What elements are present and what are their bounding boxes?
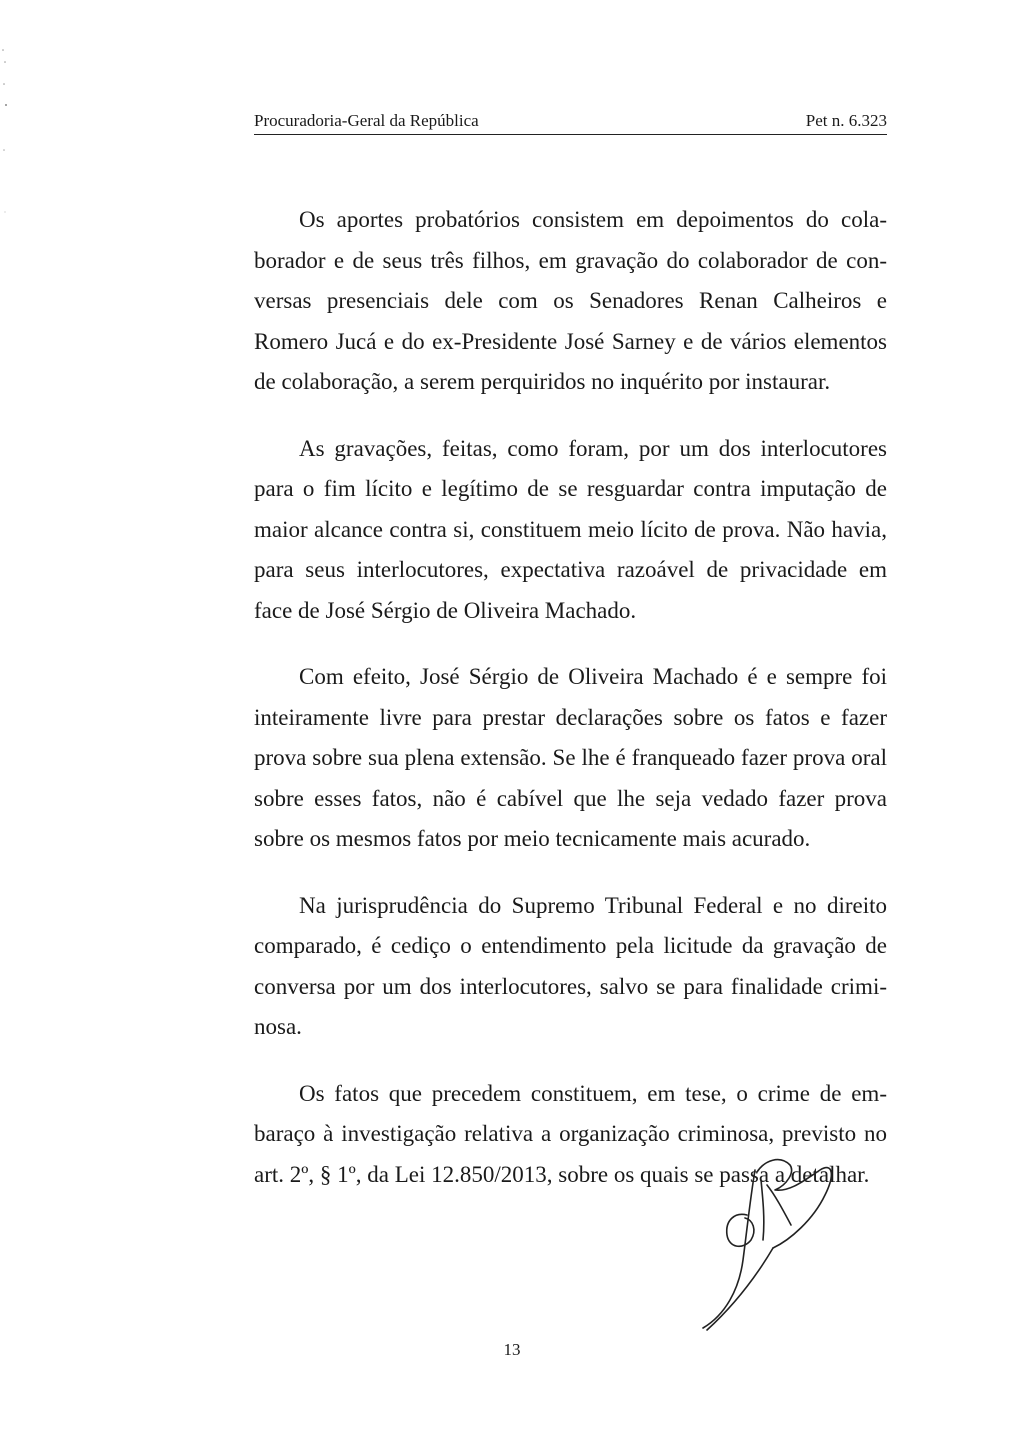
header-case-number: Pet n. 6.323 xyxy=(805,111,887,130)
paragraph-1: Os aportes probatórios consistem em depoimentos do colaborador e de seus três filhos, em gravação do colaborador de conversas presenciais dele com os Senadores Renan Calheiros e Romero Jucá e do ex-Presidente José Sarney e de vários elementos de colaboração, a serem perquiridos no inquérito por instaurar. xyxy=(254,207,887,394)
page-header xyxy=(254,108,887,135)
paragraph-4: Na jurisprudência do Supremo Tribunal Federal e no direito comparado, é cediço o entendimento pela licitude da gravação de conversa por um dos interlocutores, salvo se para finalidade criminosa. xyxy=(254,892,887,1039)
paragraph-2: As gravações, feitas, como foram, por um dos interlocutores para o fim lícito e legítimo de se resguardar contra imputação de maior alcance contra si, constituem meio lícito de prova. Não havia, para seus interlocutores, expectativa razoável de privacidade em face de José Sérgio de Oliveira Machado. xyxy=(254,435,887,623)
paragraph-3: Com efeito, José Sérgio de Oliveira Machado é e sempre foi inteiramente livre para prestar declarações sobre os fatos e fazer prova sobre sua plena extensão. Se lhe é franqueado fazer prova oral sobre esses fatos, não é cabível que lhe seja vedado fazer prova sobre os mesmos fatos por meio tecnicamente mais acurado. xyxy=(254,664,887,851)
scan-margin-marks xyxy=(0,0,12,300)
document-body xyxy=(254,200,887,1221)
signature-icon xyxy=(695,1140,855,1340)
page-number: 13 xyxy=(503,1340,521,1359)
header-institution: Procuradoria-Geral da República xyxy=(254,111,479,130)
paragraph-5: Os fatos que precedem constituem, em tese, o crime de embaraço à investigação relativa a organização criminosa, previsto no art. 2º, § 1º, da Lei 12.850/2013, sobre os quais se passa a detalhar. xyxy=(254,1080,887,1187)
